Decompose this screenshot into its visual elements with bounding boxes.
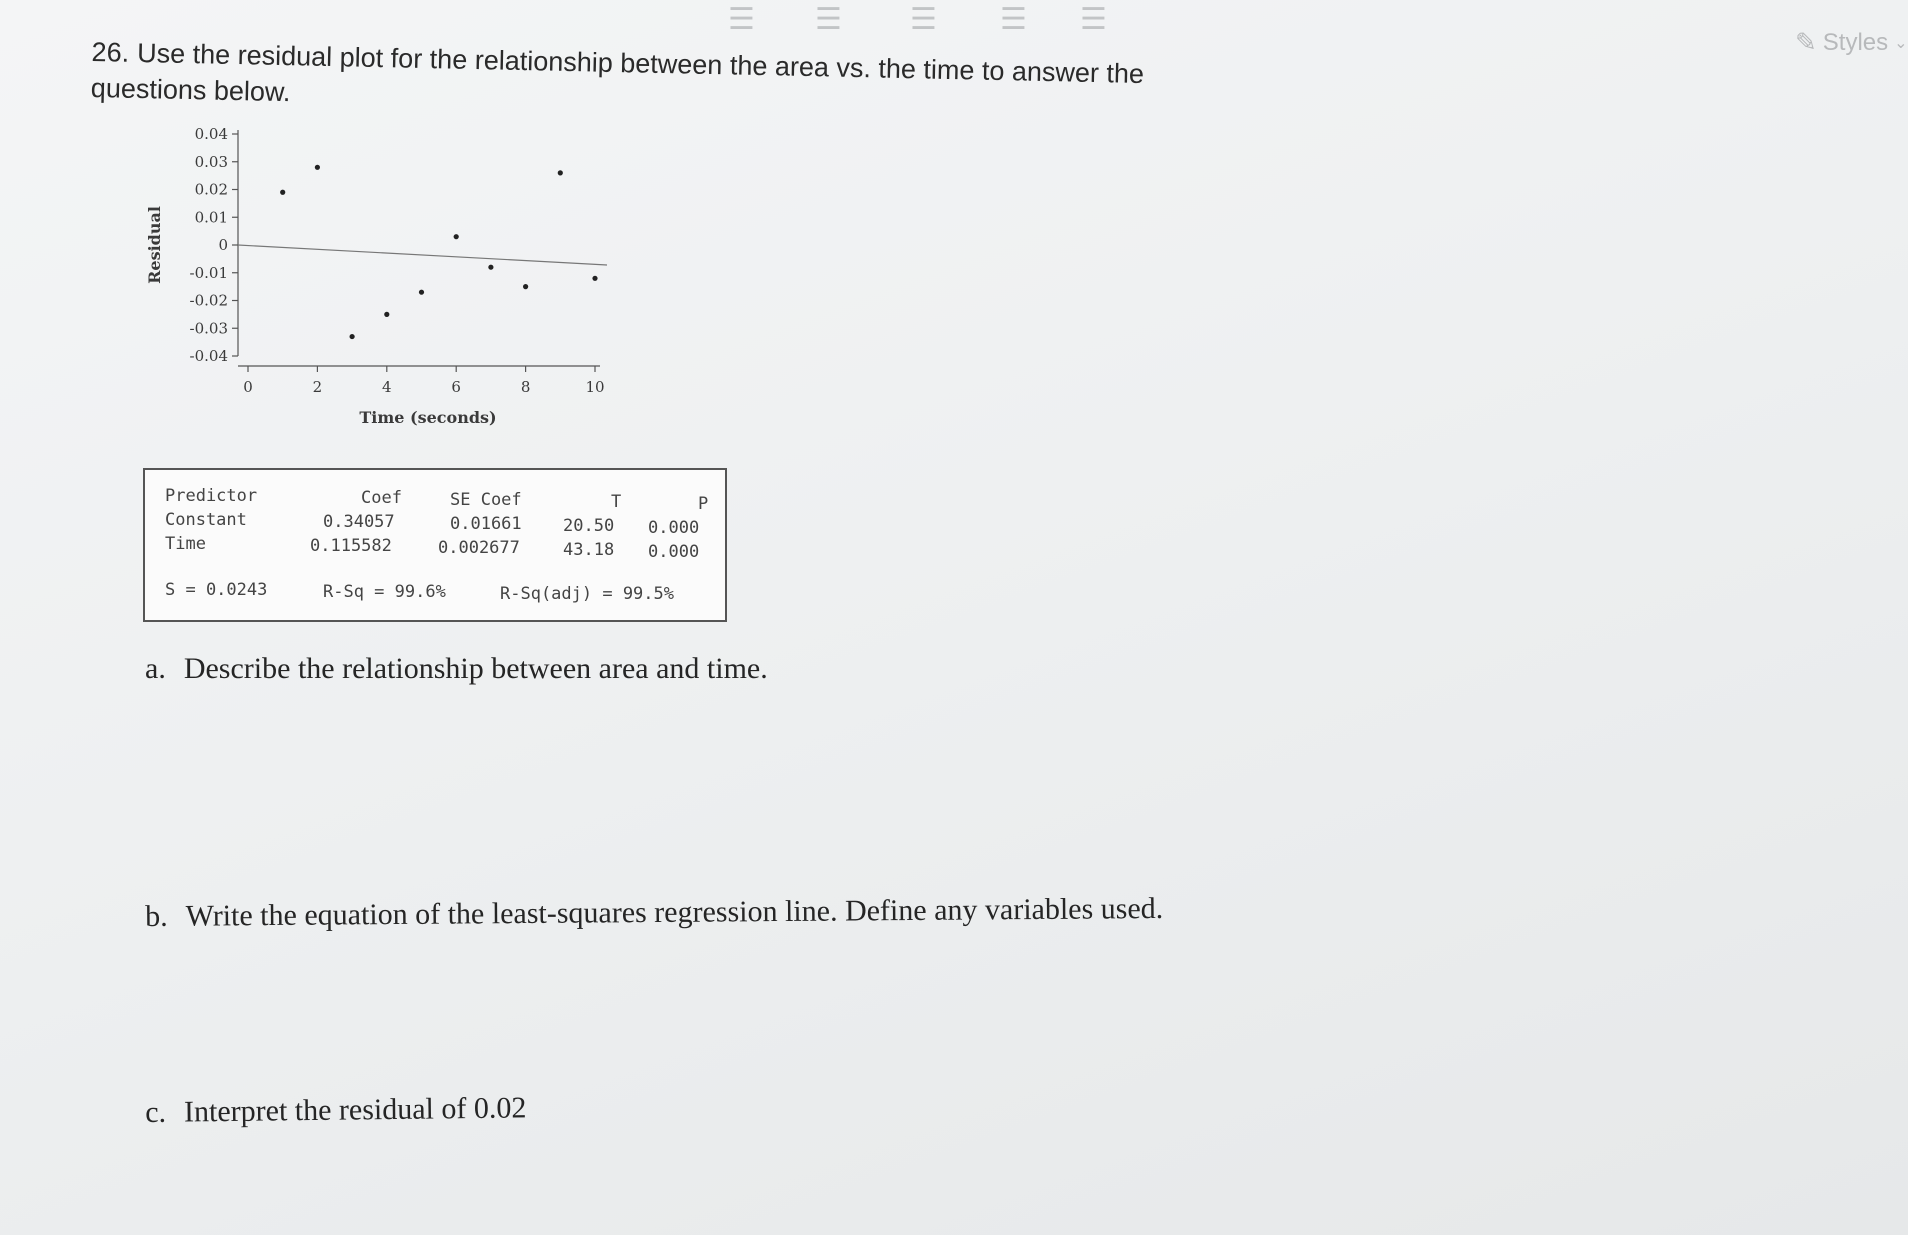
x-tick-label: 6 [451,378,461,396]
residual-point [454,234,459,239]
part-a-text: Describe the relationship between area and time. [183,652,768,685]
chevron-down-icon: ⌄ [1894,35,1908,52]
x-tick-label: 0 [243,378,253,396]
header-coef: Coef [361,488,402,508]
y-tick-label: -0.01 [189,263,228,282]
residual-plot-svg [130,110,630,440]
styles-label: Styles [1822,29,1889,56]
x-tick-label: 2 [312,378,323,396]
summary-rsq-adj: R-Sq(adj) = 99.5% [500,584,674,604]
row-constant-se: 0.01661 [450,514,522,534]
row-time-predictor: Time [165,534,206,554]
row-time-coef: 0.115582 [310,536,392,556]
row-time-se: 0.002677 [438,538,520,558]
y-tick-label: -0.03 [189,319,228,338]
x-tick-label: 4 [382,378,392,396]
list-icon[interactable]: ☰ [728,2,755,37]
part-a [145,652,768,686]
row-time-p: 0.000 [648,542,700,562]
row-constant-t: 20.50 [563,516,615,536]
header-t: T [611,492,622,512]
decrease-indent-icon[interactable]: ☰ [910,2,937,37]
styles-icon: ✎ [1795,28,1817,58]
header-p: P [698,494,709,514]
part-b [145,892,1163,934]
increase-indent-icon[interactable]: ☰ [1000,2,1027,37]
residual-point [592,276,597,281]
row-constant-p: 0.000 [648,518,700,538]
part-c-label: c. [145,1095,167,1129]
question-number: 26. [91,36,130,68]
zero-reference-line [238,245,607,265]
residual-point [315,165,320,170]
part-b-text: Write the equation of the least-squares regression line. Define any variables used. [185,892,1164,933]
y-tick-label: 0.01 [194,208,228,227]
line-spacing-icon[interactable]: ☰ [1080,2,1107,37]
part-a-label: a. [145,652,166,685]
y-axis-label: Residual [145,206,164,284]
regression-output [143,468,727,622]
y-tick-label: 0.02 [194,180,228,199]
y-tick-label: -0.04 [189,347,228,365]
row-time-t: 43.18 [563,540,615,560]
y-tick-label: 0.04 [194,125,228,143]
header-se-coef: SE Coef [450,490,522,510]
y-tick-label: 0.03 [194,152,228,171]
part-b-label: b. [145,899,168,933]
residual-point [419,290,424,295]
summary-rsq: R-Sq = 99.6% [323,582,446,602]
question-text: Use the residual plot for the relationship between the area vs. the time to answer the questions below. [90,37,1145,108]
styles-dropdown[interactable] [1795,28,1908,58]
residual-point [350,334,355,339]
y-tick-label: -0.02 [189,291,228,310]
residual-point [523,284,528,289]
row-constant-predictor: Constant [165,510,247,530]
x-axis-label: Time (seconds) [359,408,497,427]
residual-plot [130,110,630,445]
row-constant-coef: 0.34057 [323,512,395,532]
part-c [145,1091,527,1130]
residual-point [384,312,389,317]
part-c-text: Interpret the residual of 0.02 [183,1091,527,1129]
header-predictor: Predictor [165,486,258,506]
residual-point [558,170,563,175]
summary-s: S = 0.0243 [165,580,268,600]
x-tick-label: 8 [520,378,531,396]
x-tick-label: 10 [585,378,605,396]
residual-point [488,265,493,270]
y-tick-label: 0 [218,236,228,254]
numbered-list-icon[interactable]: ☰ [815,2,842,37]
residual-point [280,190,285,195]
